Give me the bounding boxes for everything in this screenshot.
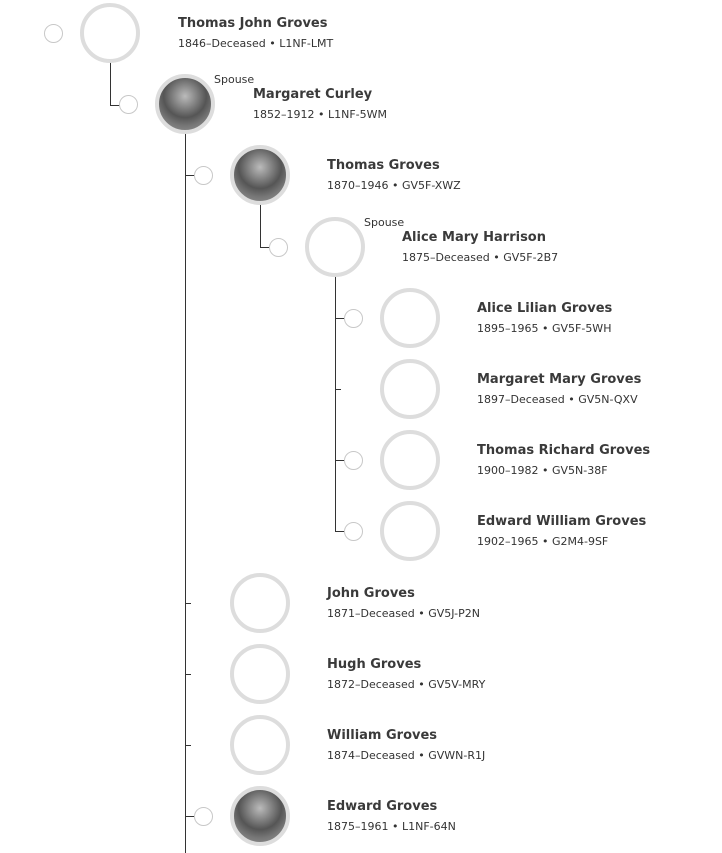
person-placeholder-avatar[interactable] xyxy=(230,644,290,704)
person-name[interactable]: Margaret Mary Groves xyxy=(477,372,642,387)
person-placeholder-avatar[interactable] xyxy=(305,217,365,277)
person-placeholder-avatar[interactable] xyxy=(380,501,440,561)
person-photo-avatar[interactable] xyxy=(230,145,290,205)
expand-circle-button[interactable] xyxy=(344,522,363,541)
person-name[interactable]: Thomas John Groves xyxy=(178,16,328,31)
person-name[interactable]: Alice Mary Harrison xyxy=(402,230,546,245)
person-name[interactable]: Alice Lilian Groves xyxy=(477,301,613,316)
person-placeholder-avatar[interactable] xyxy=(380,430,440,490)
person-lifespan-id: 1897–Deceased • GV5N-QXV xyxy=(477,393,638,406)
person-lifespan-id: 1870–1946 • GV5F-XWZ xyxy=(327,179,461,192)
person-photo-avatar[interactable] xyxy=(230,786,290,846)
person-lifespan-id: 1874–Deceased • GVWN-R1J xyxy=(327,749,486,762)
person-name[interactable]: Margaret Curley xyxy=(253,87,373,102)
person-lifespan-id: 1852–1912 • L1NF-5WM xyxy=(253,108,387,121)
expand-circle-button[interactable] xyxy=(119,95,138,114)
person-placeholder-avatar[interactable] xyxy=(230,573,290,633)
person-photo-avatar[interactable] xyxy=(155,74,215,134)
connector-tick xyxy=(185,603,191,604)
person-placeholder-avatar[interactable] xyxy=(230,715,290,775)
person-placeholder-avatar[interactable] xyxy=(380,359,440,419)
person-name[interactable]: Hugh Groves xyxy=(327,657,422,672)
spouse-label: Spouse xyxy=(214,73,255,86)
person-lifespan-id: 1902–1965 • G2M4-9SF xyxy=(477,535,609,548)
person-name[interactable]: John Groves xyxy=(327,586,415,601)
expand-circle-button[interactable] xyxy=(44,24,63,43)
person-lifespan-id: 1900–1982 • GV5N-38F xyxy=(477,464,608,477)
person-name[interactable]: William Groves xyxy=(327,728,438,743)
person-name[interactable]: Edward Groves xyxy=(327,799,438,814)
person-placeholder-avatar[interactable] xyxy=(80,3,140,63)
expand-circle-button[interactable] xyxy=(194,166,213,185)
person-lifespan-id: 1875–Deceased • GV5F-2B7 xyxy=(402,251,559,264)
person-lifespan-id: 1895–1965 • GV5F-5WH xyxy=(477,322,612,335)
person-lifespan-id: 1871–Deceased • GV5J-P2N xyxy=(327,607,480,620)
connector xyxy=(110,62,111,105)
person-lifespan-id: 1846–Deceased • L1NF-LMT xyxy=(178,37,334,50)
expand-circle-button[interactable] xyxy=(269,238,288,257)
expand-circle-button[interactable] xyxy=(344,309,363,328)
person-lifespan-id: 1872–Deceased • GV5V-MRY xyxy=(327,678,486,691)
spouse-label: Spouse xyxy=(364,216,405,229)
connector xyxy=(260,204,261,247)
person-name[interactable]: Edward William Groves xyxy=(477,514,647,529)
expand-circle-button[interactable] xyxy=(194,807,213,826)
person-lifespan-id: 1875–1961 • L1NF-64N xyxy=(327,820,456,833)
expand-circle-button[interactable] xyxy=(344,451,363,470)
connector-tick xyxy=(185,745,191,746)
person-name[interactable]: Thomas Groves xyxy=(327,158,440,173)
person-placeholder-avatar[interactable] xyxy=(380,288,440,348)
person-name[interactable]: Thomas Richard Groves xyxy=(477,443,651,458)
connector-tick xyxy=(185,674,191,675)
connector-tick xyxy=(335,389,341,390)
connector xyxy=(335,276,336,532)
